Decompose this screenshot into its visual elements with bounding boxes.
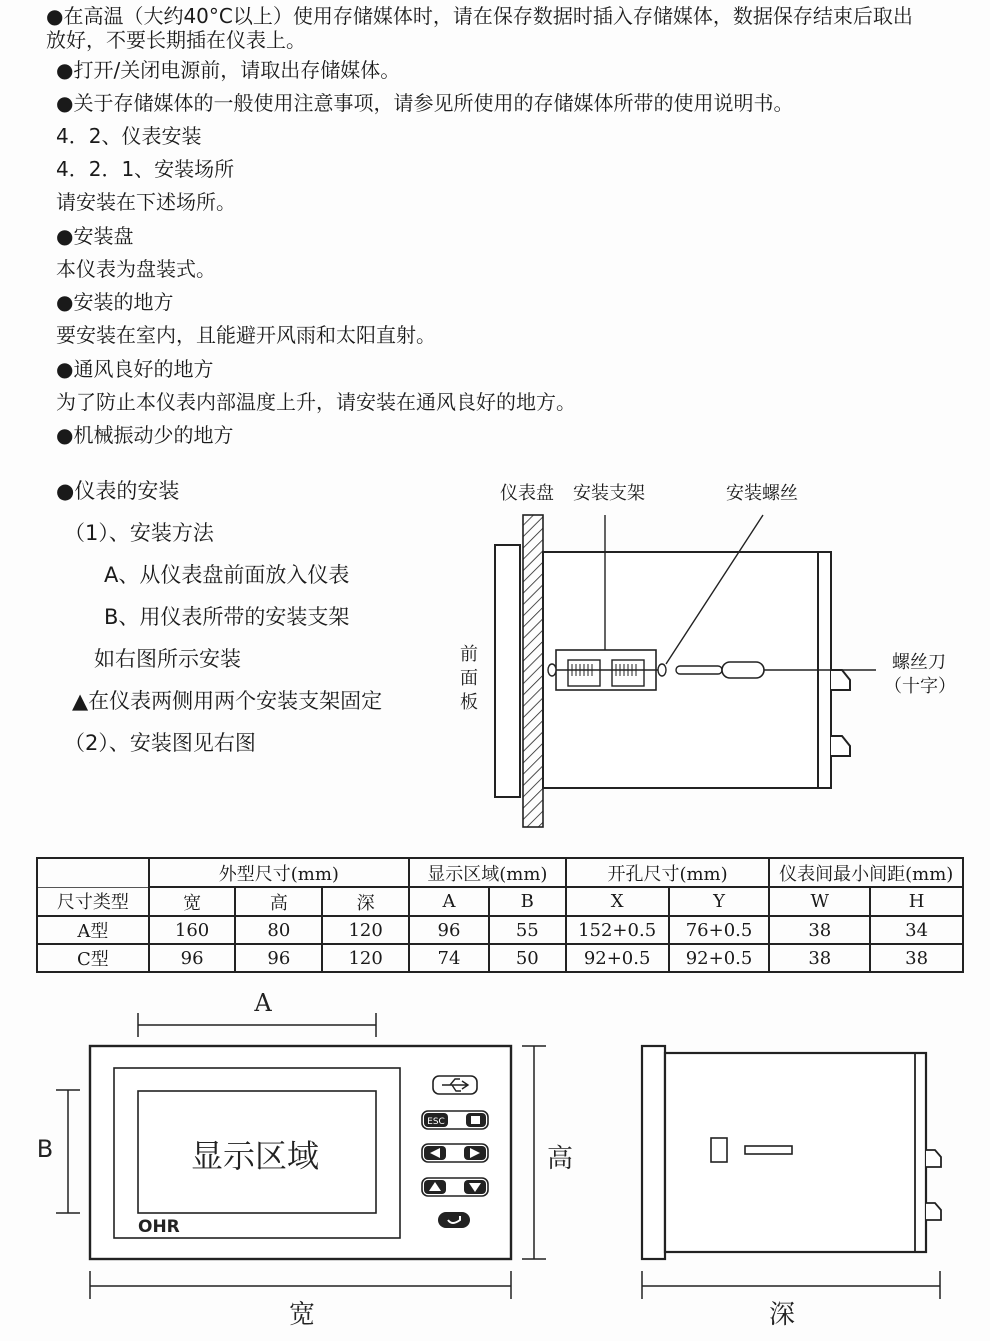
power-note: ●打开/关闭电源前，请取出存储媒体。 <box>56 58 401 82</box>
table-cell: 152+0.5 <box>566 916 669 944</box>
label-bracket: 安装支架 <box>573 483 645 504</box>
installation-diagram <box>480 500 900 840</box>
storage-media-note: ●在高温（大约40°C以上）使用存储媒体时，请在保存数据时插入存储媒体，数据保存结束后取出放好，不要长期插在仪表上。 <box>46 4 913 52</box>
table-cell: 96 <box>409 916 489 944</box>
header-display-area: 显示区域(mm) <box>409 858 566 887</box>
table-cell: 96 <box>149 944 236 972</box>
table-cell: 160 <box>149 916 236 944</box>
section-heading: 4．2、仪表安装 <box>56 124 202 148</box>
table-cell: 50 <box>489 944 566 972</box>
label-screw: 安装螺丝 <box>726 483 798 504</box>
subheader-cell: 宽 <box>149 887 236 916</box>
dim-height-label: 高 <box>546 1144 574 1174</box>
install-title: ●仪表的安装 <box>56 479 180 503</box>
dim-width-label: 宽 <box>288 1300 316 1330</box>
bullet-vibration: ●机械振动少的地方 <box>56 423 234 447</box>
subheader-cell: X <box>566 887 669 916</box>
enter-key[interactable] <box>438 1212 470 1228</box>
dimension-diagram <box>0 985 990 1335</box>
label-front-1: 前 <box>460 644 478 665</box>
label-front-2: 面 <box>460 668 478 689</box>
install-step-b: B、用仪表所带的安装支架 <box>104 605 350 629</box>
table-header-row <box>37 858 963 887</box>
header-blank <box>37 858 149 887</box>
panel-text: 本仪表为盘装式。 <box>56 257 216 281</box>
header-cutout-size: 开孔尺寸(mm) <box>566 858 770 887</box>
table-cell: 38 <box>769 944 870 972</box>
dim-a-label: A <box>254 989 272 1017</box>
subheader-cell: W <box>769 887 870 916</box>
place-intro: 请安装在下述场所。 <box>56 190 236 214</box>
header-min-spacing: 仪表间最小间距(mm) <box>769 858 963 887</box>
display-area-label: 显示区域 <box>190 1137 320 1175</box>
header-outer-size: 外型尺寸(mm) <box>149 858 409 887</box>
table-cell: 38 <box>870 944 963 972</box>
table-cell: 96 <box>235 944 322 972</box>
dim-b-label: B <box>36 1135 54 1163</box>
bullet-panel: ●安装盘 <box>56 224 134 248</box>
subheader-cell: 高 <box>235 887 322 916</box>
table-subheader-row <box>37 887 963 916</box>
table-cell: 55 <box>489 916 566 944</box>
header-size-type: 尺寸类型 <box>37 887 149 916</box>
table-cell: 92+0.5 <box>669 944 770 972</box>
label-screwdriver: 螺丝刀 <box>892 652 946 673</box>
table-cell: 74 <box>409 944 489 972</box>
install-step-c: 如右图所示安装 <box>94 647 241 671</box>
bullet-location: ●安装的地方 <box>56 290 174 314</box>
table-cell: 34 <box>870 916 963 944</box>
brand-logo: OHR <box>138 1217 180 1237</box>
table-row <box>37 916 963 944</box>
table-cell: 80 <box>235 916 322 944</box>
table-cell: 92+0.5 <box>566 944 669 972</box>
esc-key-label: ESC <box>427 1117 445 1127</box>
table-cell: A型 <box>37 916 149 944</box>
subsection-heading: 4．2．1、安装场所 <box>56 157 235 181</box>
subheader-cell: Y <box>669 887 770 916</box>
ventilation-text: 为了防止本仪表内部温度上升，请安装在通风良好的地方。 <box>56 390 576 414</box>
label-panel: 仪表盘 <box>500 483 554 504</box>
table-cell: 120 <box>322 944 409 972</box>
dimension-table <box>36 857 964 973</box>
subheader-cell: A <box>409 887 489 916</box>
dim-depth-label: 深 <box>768 1300 796 1330</box>
location-text: 要安装在室内，且能避开风雨和太阳直射。 <box>56 323 436 347</box>
label-front-3: 板 <box>460 692 478 713</box>
bullet-ventilation: ●通风良好的地方 <box>56 357 214 381</box>
table-cell: 76+0.5 <box>669 916 770 944</box>
label-screwdriver-type: （十字） <box>884 676 956 697</box>
table-cell: 120 <box>322 916 409 944</box>
install-step-d: ▲在仪表两侧用两个安装支架固定 <box>72 689 383 713</box>
install-step2: （2）、安装图见右图 <box>64 731 256 755</box>
subheader-cell: H <box>870 887 963 916</box>
table-cell: C型 <box>37 944 149 972</box>
install-step1: （1）、安装方法 <box>64 521 214 545</box>
subheader-cell: 深 <box>322 887 409 916</box>
subheader-cell: B <box>489 887 566 916</box>
media-usage-note: ●关于存储媒体的一般使用注意事项，请参见所使用的存储媒体所带的使用说明书。 <box>56 91 794 115</box>
install-step-a: A、从仪表盘前面放入仪表 <box>104 563 350 587</box>
table-row <box>37 944 963 972</box>
table-cell: 38 <box>769 916 870 944</box>
